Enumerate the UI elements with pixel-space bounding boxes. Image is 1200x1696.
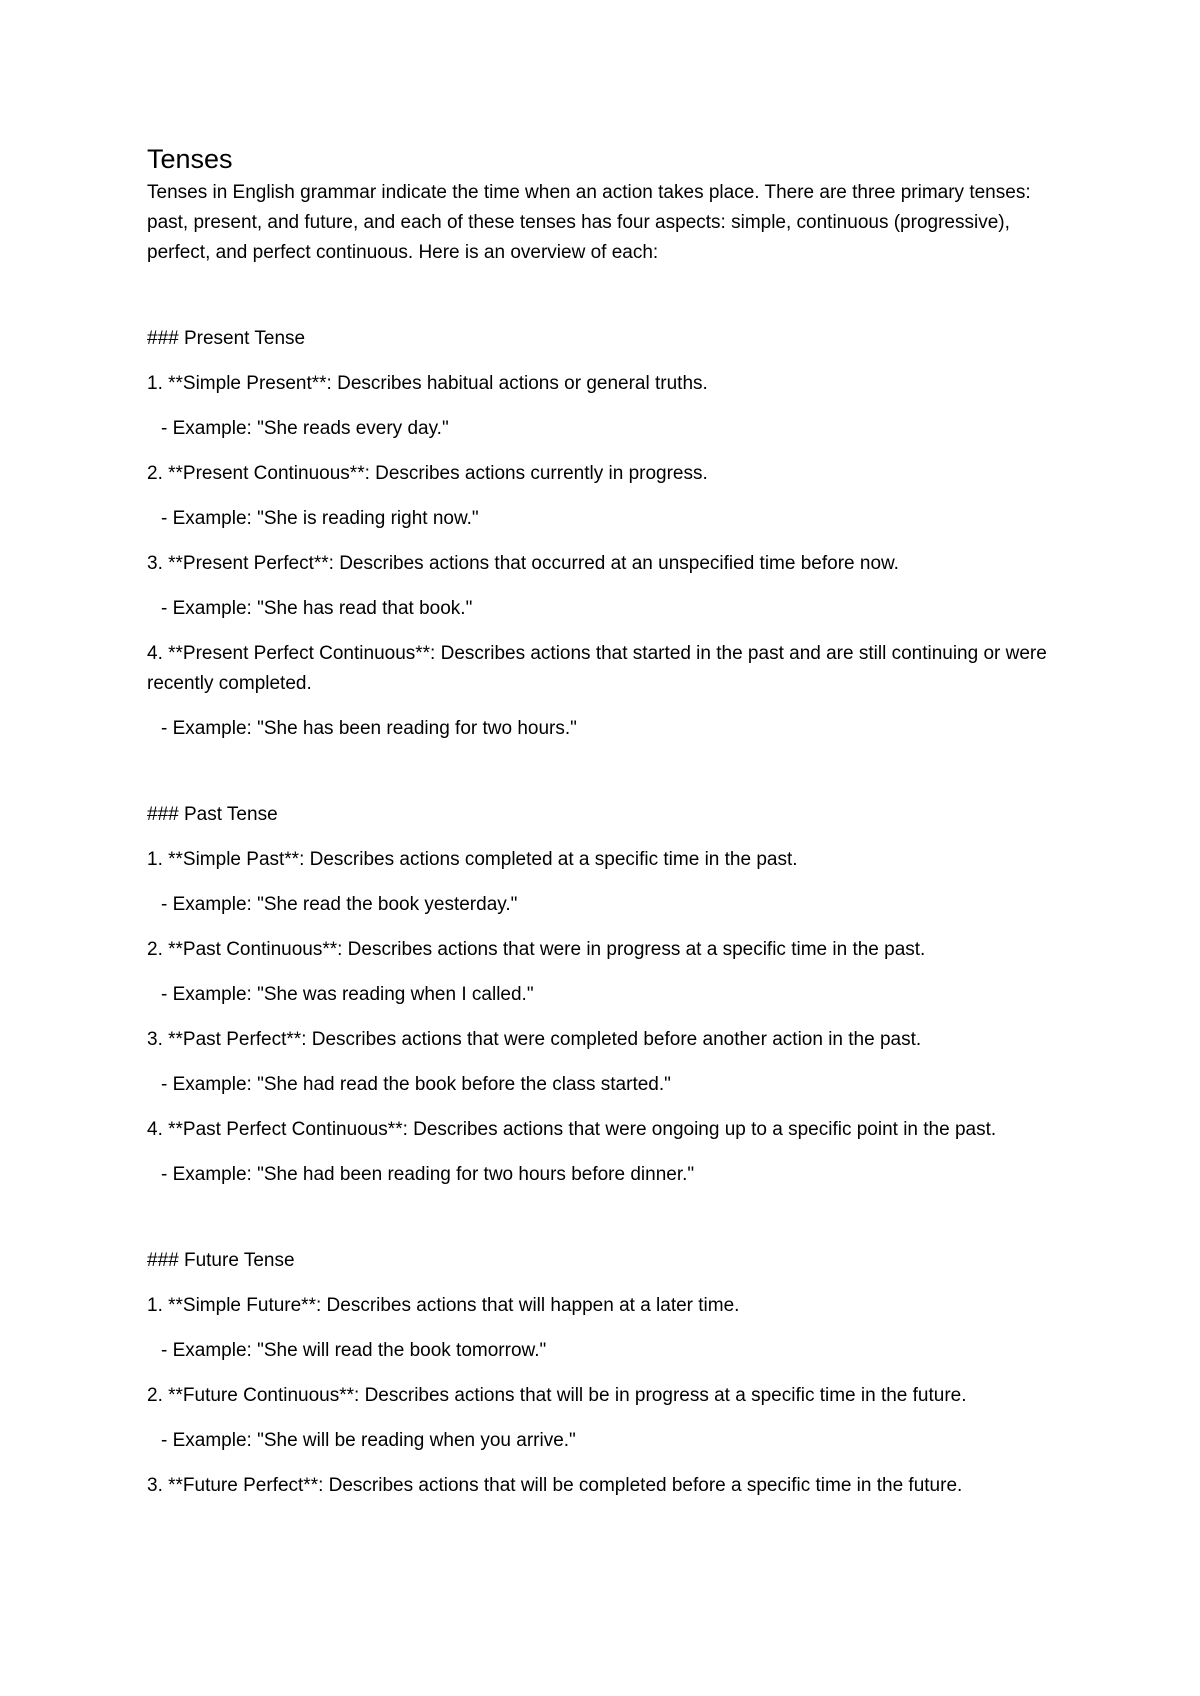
item-text: 1. **Simple Present**: Describes habitual actions or general truths. — [147, 373, 708, 394]
item-example: - Example: "She had been reading for two hours before dinner." — [161, 1164, 695, 1185]
list-item — [147, 1291, 1067, 1366]
list-item — [147, 935, 1067, 1010]
section-heading: ### Past Tense — [147, 804, 278, 825]
item-text: 2. **Past Continuous**: Describes actions that were in progress at a specific time in the past. — [147, 939, 926, 960]
item-example: - Example: "She was reading when I called." — [161, 984, 534, 1005]
item-text: 2. **Present Continuous**: Describes actions currently in progress. — [147, 463, 708, 484]
list-item — [147, 1025, 1067, 1100]
list-item — [147, 549, 1067, 624]
document-title: Tenses — [147, 144, 233, 174]
document-content — [147, 142, 1067, 1516]
item-example: - Example: "She will be reading when you arrive." — [161, 1430, 576, 1451]
list-item — [147, 1471, 1067, 1501]
intro-paragraph: Tenses in English grammar indicate the time when an action takes place. There are three primary tenses: past, present, and future, and each of these tenses has four aspects: simple, continuous (progressive), perfect, and perfect continuous. Here is an overview of each: — [147, 182, 1031, 263]
item-text: 1. **Simple Future**: Describes actions that will happen at a later time. — [147, 1295, 740, 1316]
item-example: - Example: "She reads every day." — [161, 418, 449, 439]
item-example: - Example: "She has been reading for two hours." — [161, 718, 577, 739]
item-example: - Example: "She will read the book tomorrow." — [161, 1340, 547, 1361]
list-item — [147, 639, 1067, 744]
item-text: 2. **Future Continuous**: Describes actions that will be in progress at a specific time in the future. — [147, 1385, 967, 1406]
item-example: - Example: "She has read that book." — [161, 598, 473, 619]
section-heading: ### Future Tense — [147, 1250, 295, 1271]
section-heading: ### Present Tense — [147, 328, 306, 349]
list-item — [147, 369, 1067, 444]
item-text: 3. **Future Perfect**: Describes actions that will be completed before a specific time in the future. — [147, 1475, 963, 1496]
item-text: 4. **Past Perfect Continuous**: Describes actions that were ongoing up to a specific point in the past. — [147, 1119, 997, 1140]
item-example: - Example: "She is reading right now." — [161, 508, 479, 529]
item-example: - Example: "She read the book yesterday." — [161, 894, 518, 915]
section-present-tense — [147, 324, 1067, 744]
item-example: - Example: "She had read the book before the class started." — [161, 1074, 671, 1095]
item-text: 3. **Past Perfect**: Describes actions that were completed before another action in the past. — [147, 1029, 922, 1050]
item-text: 1. **Simple Past**: Describes actions completed at a specific time in the past. — [147, 849, 798, 870]
list-item — [147, 845, 1067, 920]
item-text: 3. **Present Perfect**: Describes actions that occurred at an unspecified time before now. — [147, 553, 899, 574]
list-item — [147, 459, 1067, 534]
section-future-tense — [147, 1246, 1067, 1501]
list-item — [147, 1115, 1067, 1190]
section-past-tense — [147, 800, 1067, 1190]
list-item — [147, 1381, 1067, 1456]
item-text: 4. **Present Perfect Continuous**: Describes actions that started in the past and are still continuing or were recently completed. — [147, 643, 1047, 694]
